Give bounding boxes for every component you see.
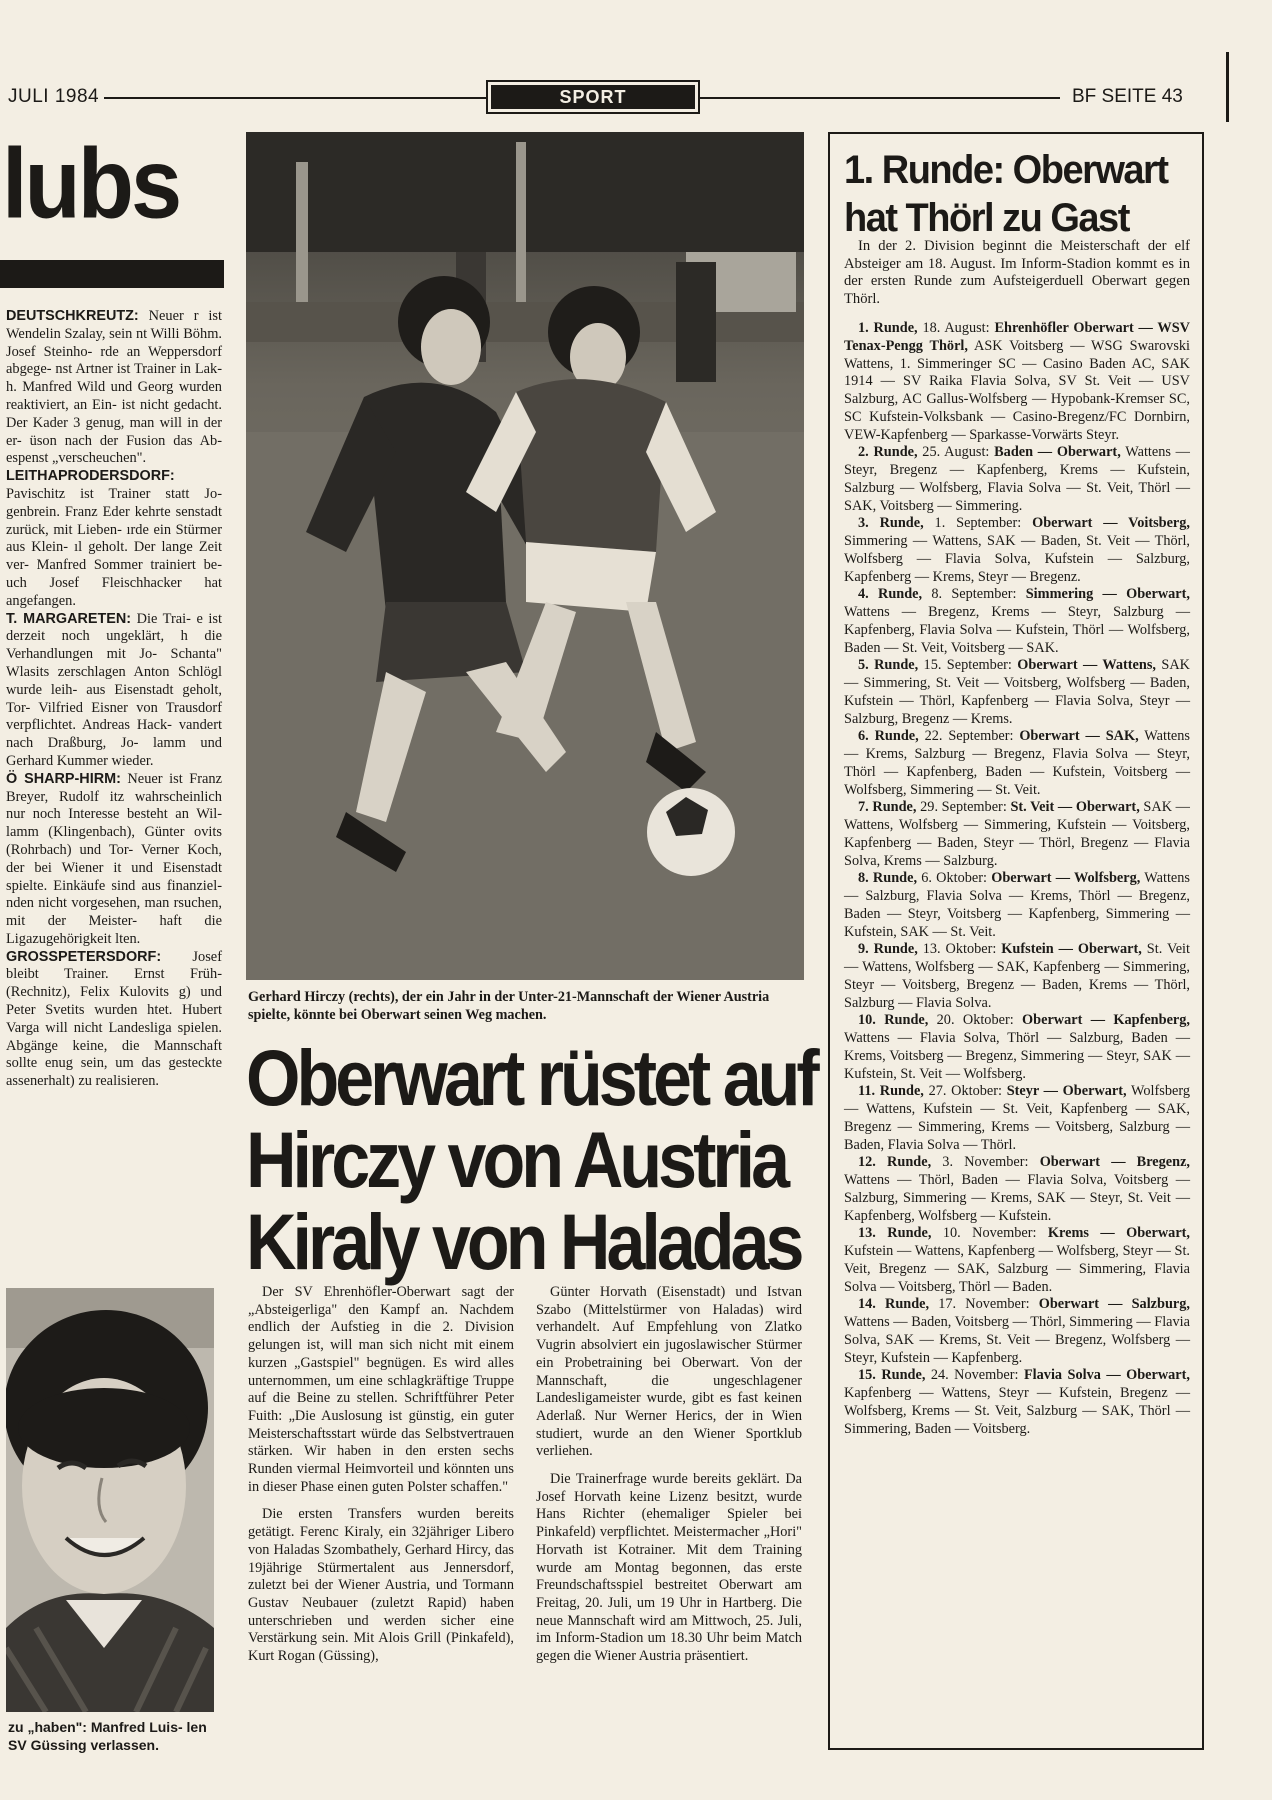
round-date: 15. September: bbox=[918, 657, 1018, 674]
fixtures-headline: 1. Runde: Oberwart hat Thörl zu Gast bbox=[844, 148, 1168, 241]
round-matches: Wattens — Krems, Salzburg — Bregenz, Flavia Solva — Steyr, Thörl — Kapfenberg, Baden — Kufstein, Voitsberg — Wolfsberg, Simmering — St. Veit. bbox=[844, 728, 1190, 798]
paragraph-lead: T. MARGARETEN: bbox=[6, 610, 132, 627]
fixture-round bbox=[844, 1154, 1190, 1225]
round-date: 24. November: bbox=[925, 1367, 1024, 1384]
round-date: 25. August: bbox=[917, 444, 995, 461]
fixture-round bbox=[844, 728, 1190, 799]
round-number: 9. Runde, bbox=[858, 941, 918, 958]
round-top-match: St. Veit — Oberwart, bbox=[1010, 799, 1140, 816]
page-header bbox=[0, 80, 1210, 120]
page-number: BF SEITE 43 bbox=[1072, 86, 1183, 107]
round-top-match: Oberwart — Bregenz, bbox=[1039, 1154, 1190, 1171]
left-column bbox=[0, 128, 228, 1090]
left-paragraph bbox=[6, 611, 222, 771]
round-date: 8. September: bbox=[922, 586, 1026, 603]
round-date: 3. November: bbox=[931, 1154, 1040, 1171]
paragraph-text: Pavischitz ist Trainer statt Jo- genbrein. Franz Eder kehrte senstadt zurück, mit Lieben- ırde ein Stürmer aus Klein- ıl geholt. Der lange Zeit ver- Manfred Sommer trainiert be- uch Josef Fleischhacker hat angefangen. bbox=[6, 485, 222, 609]
section-label: SPORT bbox=[491, 85, 695, 109]
fixtures-list bbox=[844, 320, 1190, 1438]
fixture-round bbox=[844, 515, 1190, 586]
round-matches: Wattens — Bregenz, Krems — Steyr, Salzburg — Kapfenberg, Flavia Solva — Kufstein, Thörl — Wolfsberg, Baden — St. Veit, Voitsberg — SAK. bbox=[844, 604, 1190, 656]
fixture-round bbox=[844, 941, 1190, 1012]
round-number: 13. Runde, bbox=[858, 1225, 932, 1242]
paragraph-text: Josef bleibt Trainer. Ernst Früh- (Rechnitz), Felix Kulovits g) und Peter Svetits wurden htet. Hubert Varga will nicht Landesliga spielen. Abgänge keine, die Mannschaft sollte enug sein, um das gesteckte assenerhalt) zu realisieren. bbox=[6, 948, 222, 1090]
round-top-match: Oberwart — Wolfsberg, bbox=[991, 870, 1141, 887]
round-number: 7. Runde, bbox=[858, 799, 917, 816]
round-top-match: Ehrenhöfler Oberwart — WSV Tenax-Pengg Thörl, bbox=[844, 320, 1190, 354]
left-headline: lubs bbox=[2, 128, 180, 240]
paragraph-lead: LEITHAPRODERSDORF: bbox=[6, 468, 175, 485]
round-number: 8. Runde, bbox=[858, 870, 918, 887]
header-date: JULI 1984 bbox=[8, 86, 100, 107]
round-number: 12. Runde, bbox=[858, 1154, 932, 1171]
article-paragraph: Die Trainerfrage wurde bereits geklärt. Da Josef Horvath keine Lizenz besitzt, wurde Hans Richter (ehemaliger Spieler bei Pinkafeld) verpflichtet. Meistermacher „Hori" Horvath ist Kotrainer. Mit dem Training wurde am Montag begonnen, das erste Freundschaftsspiel bestreitet Oberwart am Freitag, 20. Juli, um 19 Uhr in Hartberg. Die neue Mannschaft wird am Mittwoch, 25. Juli, im Inform-Stadion um 18.30 Uhr beim Match gegen die Wiener Austria präsentiert. bbox=[536, 1471, 802, 1665]
round-matches: Simmering — Wattens, SAK — Baden, St. Veit — Thörl, Wolfsberg — Flavia Solva, Kufstein — Salzburg, Kapfenberg — Krems, Steyr — Bregenz. bbox=[844, 533, 1190, 585]
round-top-match: Oberwart — Voitsberg, bbox=[1032, 515, 1191, 532]
fixture-round bbox=[844, 1012, 1190, 1083]
section-label-box bbox=[486, 80, 700, 114]
round-top-match: Flavia Solva — Oberwart, bbox=[1023, 1367, 1190, 1384]
article-paragraph: Günter Horvath (Eisenstadt) und Istvan Szabo (Mittelstürmer von Haladas) wird verhandelt. Auf Empfehlung von Zlatko Vugrin absolviert ein jugoslawischer Stürmer ein Probetraining bei Oberwart. Von der Mannschaft, die ungeschlagener Landesligameister wurde, gibt es fast keinen Aderlaß. Nur Werner Herics, der in Wien studiert, wurde an den Wiener Sportklub verliehen. bbox=[536, 1284, 802, 1460]
paragraph-text: Neuer r ist Wendelin Szalay, sein nt Willi Böhm. Josef Steinho- rde an Weppersdorf abgege- nst Artner ist Trainer in Lak- h. Manfred Wild und Georg wurden reaktiviert, an Ein- ist nicht gedacht. Der Kader 3 genug, man will in der er- üson nach der Fusion das Ab- espenst „verscheuchen". bbox=[6, 308, 222, 467]
fixture-round bbox=[844, 1367, 1190, 1438]
main-headline bbox=[246, 1032, 816, 1286]
round-date: 6. Oktober: bbox=[917, 870, 992, 887]
round-top-match: Kufstein — Oberwart, bbox=[1001, 941, 1142, 958]
football-image bbox=[246, 132, 804, 980]
round-date: 27. Oktober: bbox=[923, 1083, 1007, 1100]
article-paragraph: Der SV Ehrenhöfler-Oberwart sagt der „Absteigerliga" den Kampf an. Nachdem endlich der Aufstieg in die 2. Division gelungen ist, will man sich nicht mit einem kurzen „Gastspiel" begnügen. Es wird alles unternommen, um eine schlagkräftige Truppe auf die Beine zu stellen. Schriftführer Peter Fuith: „Die Auslosung ist günstig, ein guter Meisterschaftsstart würde das Selbstvertrauen stärken. Wir haben in den ersten sechs Runden viermal Heimvorteil und könnten uns in dieser Phase einen guten Polster schaffen." bbox=[248, 1284, 514, 1495]
fixture-round bbox=[844, 1083, 1190, 1154]
round-matches: Wattens — Baden, Voitsberg — Thörl, Simmering — Flavia Solva, SAK — Krems, St. Veit — Bregenz, Wolfsberg — Steyr, Kufstein — Kapfenberg. bbox=[844, 1314, 1190, 1366]
round-matches: ASK Voitsberg — WSG Swarovski Wattens, 1. Simmeringer SC — Casino Baden AC, SAK 1914 — SV Raika Flavia Solva, SV St. Veit — USV Salzburg, AC Gallus-Wolfsberg — Hypobank-Kremser SC, SC Kufstein-Volksbank — Casino-Bregenz/FC Dornbirn, VEW-Kapfenberg — Sparkasse-Vorwärts Steyr. bbox=[844, 337, 1190, 443]
fixture-round bbox=[844, 444, 1190, 515]
left-paragraph bbox=[6, 949, 222, 1091]
round-number: 14. Runde, bbox=[858, 1296, 930, 1313]
fixtures-intro: In der 2. Division beginnt die Meisterschaft der elf Absteiger am 18. August. Im Inform-Stadion kommt es in der ersten Runde zum Aufsteigerduell Oberwart gegen Thörl. bbox=[844, 238, 1190, 307]
main-photo-caption: Gerhard Hirczy (rechts), der ein Jahr in der Unter-21-Mannschaft der Wiener Austria spielte, könnte bei Oberwart seinen Weg machen. bbox=[248, 989, 770, 1023]
round-matches: SAK — Simmering, St. Veit — Voitsberg, Wolfsberg — Baden, Kufstein — Thörl, Kapfenberg — Flavia Solva, Steyr — Salzburg, Bregenz — Krems. bbox=[844, 657, 1190, 727]
round-top-match: Simmering — Oberwart, bbox=[1025, 586, 1190, 603]
portrait-caption: zu „haben": Manfred Luis- len SV Güssing verlassen. bbox=[8, 1719, 207, 1753]
headline-line: Hirczy von Austria bbox=[246, 1116, 787, 1204]
round-matches: SAK — Wattens, Wolfsberg — Simmering, Kufstein — Voitsberg, Kapfenberg — Baden, Steyr — Thörl, Bregenz — Flavia Solva, Krems — Salzburg. bbox=[844, 799, 1190, 869]
fixtures-box bbox=[828, 132, 1204, 1750]
portrait-photo bbox=[6, 1288, 214, 1712]
page-edge-mark bbox=[1226, 52, 1229, 122]
round-matches: Wattens — Salzburg, Flavia Solva — Krems, Thörl — Bregenz, Baden — Steyr, Voitsberg — Kapfenberg, Simmering — Kufstein, SAK — St. Veit. bbox=[844, 870, 1190, 940]
paragraph-lead: DEUTSCHKREUTZ: bbox=[6, 308, 139, 324]
round-matches: St. Veit — Wattens, Wolfsberg — SAK, Kapfenberg — Simmering, Steyr — Voitsberg, Bregenz — Baden, Krems — Thörl, Salzburg — Flavia Solva. bbox=[844, 941, 1190, 1011]
round-matches: Wolfsberg — Wattens, Kufstein — St. Veit, Kapfenberg — SAK, Bregenz — Simmering, Krems — Voitsberg, Salzburg — Baden, Flavia Solva — Thörl. bbox=[844, 1083, 1190, 1153]
round-top-match: Oberwart — Kapfenberg, bbox=[1022, 1012, 1190, 1029]
round-date: 10. November: bbox=[931, 1225, 1048, 1242]
fixture-round bbox=[844, 1296, 1190, 1367]
left-article-text bbox=[6, 308, 222, 1091]
round-number: 15. Runde, bbox=[858, 1367, 926, 1384]
fixture-round bbox=[844, 586, 1190, 657]
round-date: 17. November: bbox=[929, 1296, 1039, 1313]
round-number: 1. Runde, bbox=[858, 320, 918, 336]
round-number: 10. Runde, bbox=[858, 1012, 929, 1029]
headline-line: Oberwart rüstet auf bbox=[246, 1034, 816, 1122]
round-date: 20. Oktober: bbox=[928, 1012, 1023, 1029]
round-top-match: Krems — Oberwart, bbox=[1047, 1225, 1190, 1242]
round-top-match: Oberwart — Wattens, bbox=[1017, 657, 1156, 674]
article-paragraph: Die ersten Transfers wurden bereits getätigt. Ferenc Kiraly, ein 32jähriger Libero von Haladas Szombathely, Gerhard Hircy, das 19jährige Stürmertalent aus Jennersdorf, zuletzt bei der Wiener Austria, und Tormann Gustav Neubauer (zuletzt Rapid) haben unterschrieben und werden sicher eine Verstärkung sein. Mit Alois Grill (Pinkafeld), Kurt Rogan (Güssing), bbox=[248, 1506, 514, 1665]
round-number: 4. Runde, bbox=[858, 586, 923, 603]
round-matches: Kufstein — Wattens, Kapfenberg — Wolfsberg, Steyr — St. Veit, Bregenz — SAK, Salzburg — Simmering, Flavia Solva — Voitsberg, Thörl — Baden. bbox=[844, 1243, 1190, 1295]
round-top-match: Oberwart — SAK, bbox=[1019, 728, 1139, 745]
fixture-round bbox=[844, 657, 1190, 728]
left-paragraph bbox=[6, 771, 222, 949]
portrait-image bbox=[6, 1288, 214, 1712]
paragraph-lead: GROSSPETERSDORF: bbox=[6, 948, 162, 965]
round-matches: Wattens — Steyr, Bregenz — Kapfenberg, Krems — Kufstein, Salzburg — Wolfsberg, Flavia Solva — St. Veit, Thörl — SAK, Voitsberg — Simmering. bbox=[844, 444, 1190, 514]
round-matches: Wattens — Flavia Solva, Thörl — Salzburg, Baden — Krems, Voitsberg — Bregenz, Simmering — Steyr, SAK — Kufstein, St. Veit — Wolfsberg. bbox=[844, 1030, 1190, 1082]
headline-line: Kiraly von Haladas bbox=[246, 1198, 801, 1286]
fixture-round bbox=[844, 320, 1190, 444]
paragraph-lead: Ö SHARP-HIRM: bbox=[6, 770, 121, 787]
article-column-1 bbox=[248, 1284, 514, 1676]
round-number: 5. Runde, bbox=[858, 657, 919, 674]
left-paragraph bbox=[6, 468, 222, 610]
round-top-match: Oberwart — Salzburg, bbox=[1038, 1296, 1190, 1313]
header-rule bbox=[700, 97, 1060, 99]
round-number: 2. Runde, bbox=[858, 444, 918, 461]
round-matches: Wattens — Thörl, Baden — Flavia Solva, Voitsberg — Salzburg, Simmering — Krems, SAK — Steyr, St. Veit — Kapfenberg, Wolfsberg — Kufstein. bbox=[844, 1172, 1190, 1224]
header-rule bbox=[104, 97, 486, 99]
paragraph-text: Neuer ist Franz Breyer, Rudolf itz wahrscheinlich nur noch Interesse besteht an Wil- lamm (Klingenbach), Günter ovits (Rohrbach) und Tor- Verner Koch, der bei Wiener it und Eisenstadt spielte. Einkäufe sind aus finanziel- nden nicht vorgesehen, man rsuchen, mit der Meister- haft die Ligazugehörigkeit lten. bbox=[6, 770, 223, 947]
fixture-round bbox=[844, 870, 1190, 941]
round-number: 6. Runde, bbox=[858, 728, 919, 745]
round-date: 29. September: bbox=[916, 799, 1011, 816]
round-top-match: Steyr — Oberwart, bbox=[1006, 1083, 1127, 1100]
round-number: 3. Runde, bbox=[858, 515, 924, 532]
round-top-match: Baden — Oberwart, bbox=[994, 444, 1121, 461]
round-date: 13. Oktober: bbox=[917, 941, 1002, 958]
article-column-2 bbox=[536, 1284, 802, 1676]
round-date: 22. September: bbox=[918, 728, 1020, 745]
left-paragraph bbox=[6, 308, 222, 468]
football-action-photo bbox=[246, 132, 804, 980]
fixture-round bbox=[844, 799, 1190, 870]
round-date: 1. September: bbox=[923, 515, 1033, 532]
round-matches: Kapfenberg — Wattens, Steyr — Kufstein, Bregenz — Wolfsberg, Krems — St. Veit, Salzburg — SAK, Thörl — Simmering, Baden — Voitsberg. bbox=[844, 1385, 1190, 1437]
round-date: 18. August: bbox=[917, 320, 995, 336]
round-number: 11. Runde, bbox=[858, 1083, 924, 1100]
fixture-round bbox=[844, 1225, 1190, 1296]
headline-bar bbox=[0, 260, 224, 288]
paragraph-text: Die Trai- e ist derzeit noch ungeklärt, h die Verhandlungen mit Jo- Schanta" Wlasits zerschlagen Anton Schlögl wurde leih- aus Eisenstadt geholt, Tor- Vilfried Eisner von Trausdorf verpflichtet. Andreas Hack- vandert nach Draßburg, Jo- lamm und Gerhard Kummer wieder. bbox=[6, 610, 222, 769]
